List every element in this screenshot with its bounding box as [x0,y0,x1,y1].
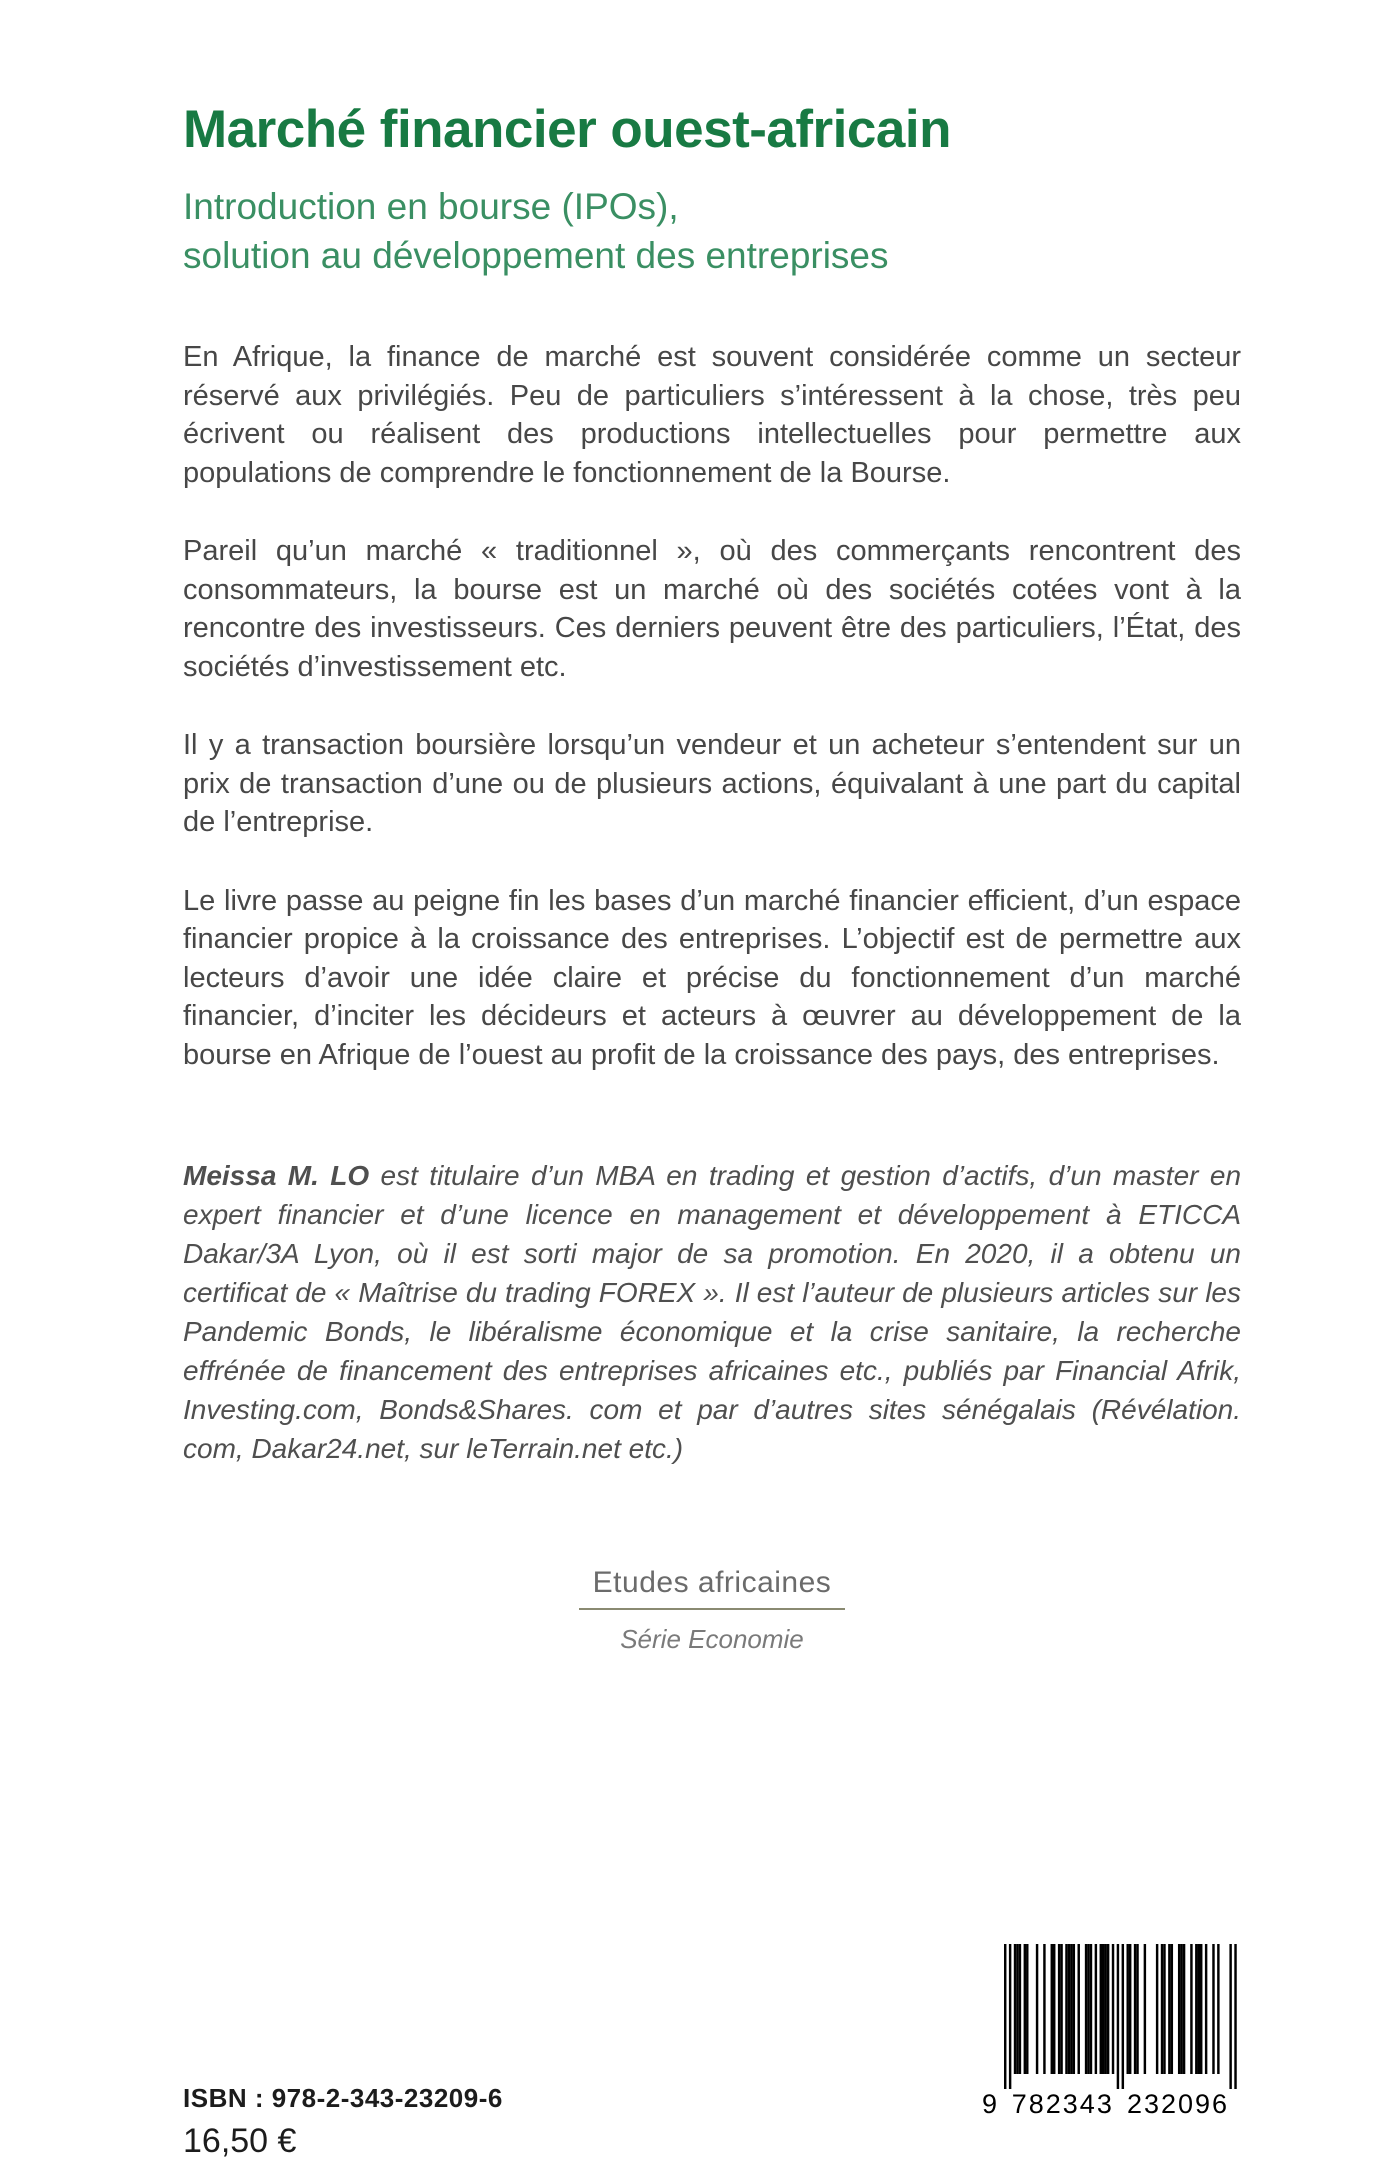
price: 16,50 € [183,2122,297,2160]
book-subtitle-line-1: Introduction en bourse (IPOs), [183,186,679,227]
svg-text:232096: 232096 [1126,2089,1230,2119]
cover-content [183,0,1241,1655]
author-name: Meissa M. LO [183,1160,370,1191]
isbn: ISBN : 978-2-343-23209-6 [183,2083,503,2113]
barcode [982,1944,1242,2124]
synopsis-paragraph: Pareil qu’un marché « traditionnel », où des commerçants rencontrent des consommateurs, la bourse est un marché où des sociétés cotées vont à la rencontre des investisseurs. Ces derniers peuvent être des particuliers, l’État, des sociétés d’investissement etc. [183,535,1241,683]
synopsis-paragraph: En Afrique, la finance de marché est souvent considérée comme un secteur réservé aux privilégiés. Peu de particuliers s’intéressent à la chose, très peu écrivent ou réalisent des productions intellectuelles pour permettre aux populations de comprendre le fonctionnement de la Bourse. [183,341,1241,489]
barcode-number: 9 [982,2089,997,2119]
collection-name: Etudes africaines [579,1566,846,1610]
author-bio [183,1156,1241,1468]
author-bio-text: est titulaire d’un MBA en trading et gestion d’actifs, d’un master en expert financier et d’une licence en management et développement à ETICCA Dakar/3A Lyon, où il est sorti major de sa promotion. En 2020, il a obtenu un certificat de « Maîtrise du trading FOREX ». Il est l’auteur de plusieurs articles sur les Pandemic Bonds, le libéralisme économique et la crise sanitaire, la recherche effrénée de financement des entreprises africaines etc., publiés par Financial Afrik, Investing.com, Bonds&Shares. com et par d’autres sites sénégalais (Révélation. com, Dakar24.net, sur leTerrain.net etc.) [183,1160,1242,1464]
book-subtitle [183,182,1241,280]
synopsis-paragraph: Le livre passe au peigne fin les bases d’un marché financier efficient, d’un espace financier propice à la croissance des entreprises. L’objectif est de permettre aux lecteurs d’avoir une idée claire et précise du fonctionnement d’un marché financier, d’inciter les décideurs et acteurs à œuvrer au développement de la bourse en Afrique de l’ouest au profit de la croissance des pays, des entreprises. [183,884,1241,1071]
synopsis-paragraph: Il y a transaction boursière lorsqu’un vendeur et un acheteur s’entendent sur un prix de transaction d’une ou de plusieurs actions, équivalant à une part du capital de l’entreprise. [183,729,1241,838]
collection-block [183,1566,1241,1655]
book-title: Marché financier ouest-africain [183,100,951,159]
svg-text:782343: 782343 [1011,2089,1114,2119]
synopsis [183,338,1241,1074]
series-name: Série Economie [620,1624,804,1654]
book-subtitle-line-2: solution au développement des entreprises [183,235,889,276]
